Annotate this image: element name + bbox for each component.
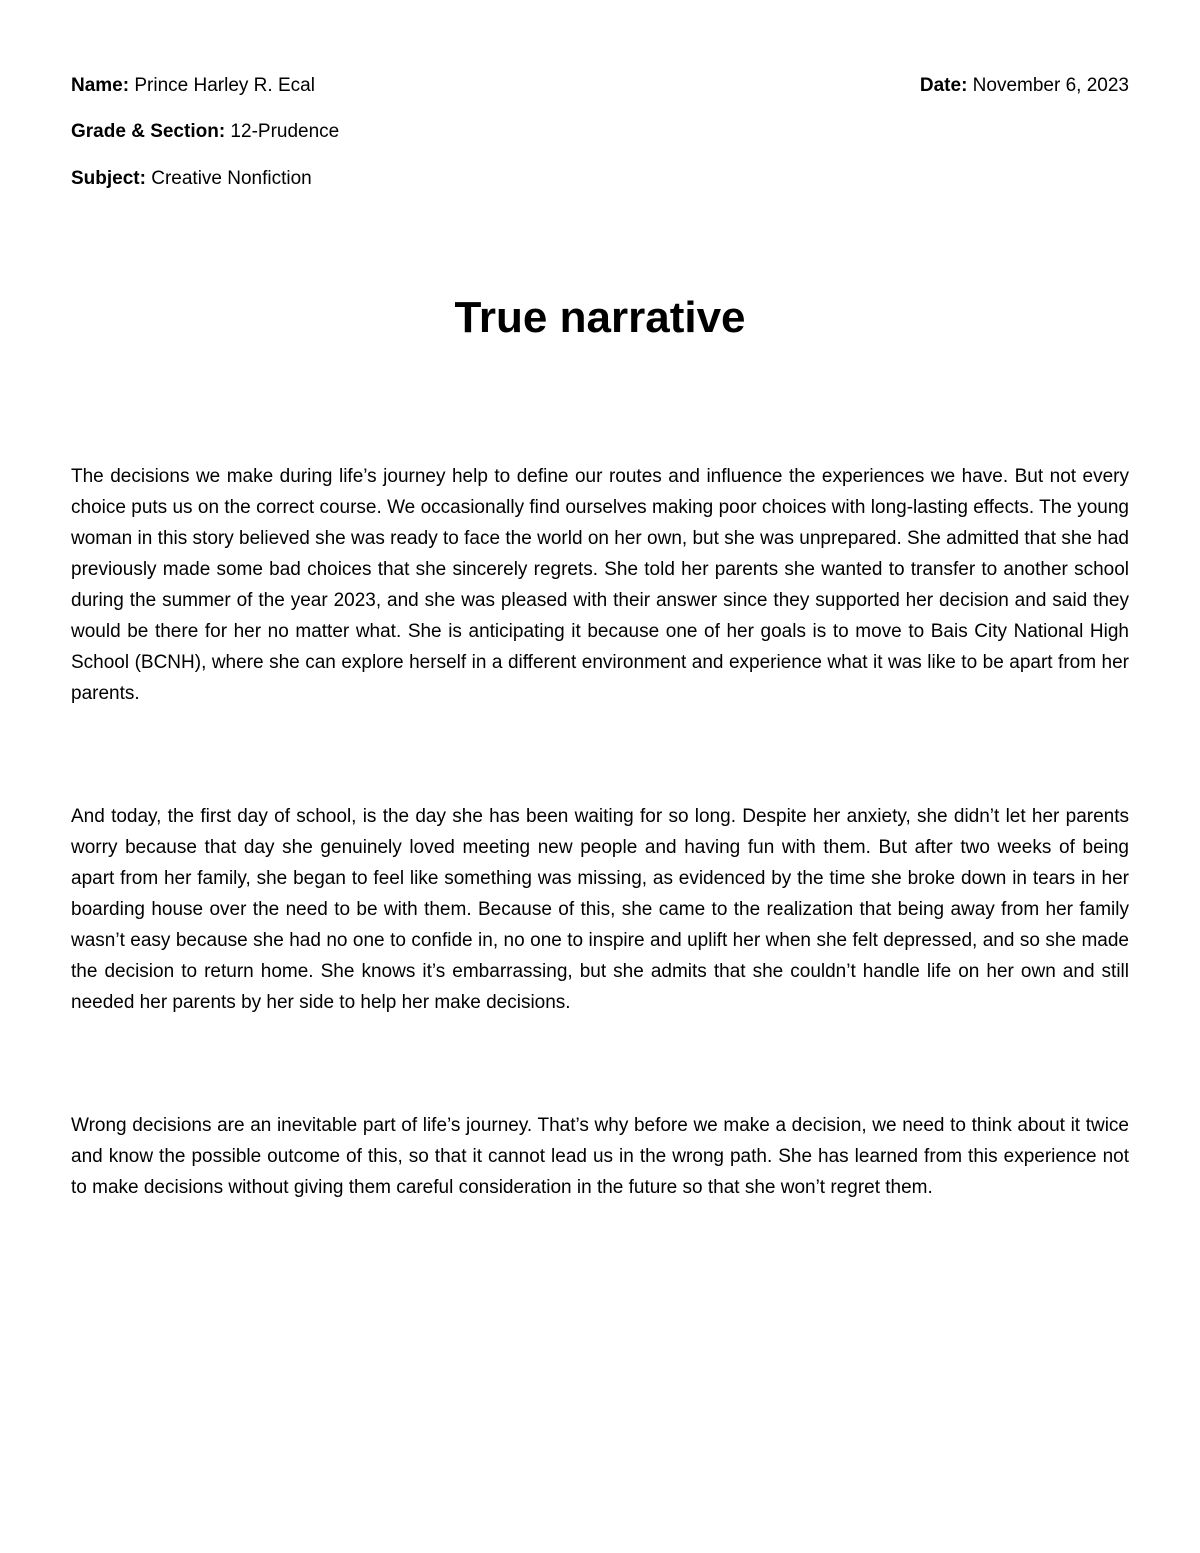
paragraph-3: Wrong decisions are an inevitable part of life’s journey. That’s why before we make a decision, we need to think about it twice and know the possible outcome of this, so that it cannot lead us in the wrong path. She has learned from this experience not to make decisions without giving them careful consideration in the future so that she won’t regret them. bbox=[71, 1115, 1129, 1198]
grade-section-value: 12-Prudence bbox=[225, 121, 340, 142]
subject-line bbox=[71, 167, 1129, 191]
name-line bbox=[71, 74, 1129, 98]
grade-section-label: Grade & Section: bbox=[71, 121, 226, 142]
date-line bbox=[920, 74, 1129, 98]
date-label: Date: bbox=[919, 75, 968, 96]
paragraph-1: The decisions we make during life’s journey help to define our routes and influence the experiences we have. But not every choice puts us on the correct course. We occasionally find ourselves making poor choices with long-lasting effects. The young woman in this story believed she was ready to face the world on her own, but she was unprepared. She admitted that she had previously made some bad choices that she sincerely regrets. She told her parents she wanted to transfer to another school during the summer of the year 2023, and she was pleased with their answer since they supported her decision and said they would be there for her no matter what. She is anticipating it because one of her goals is to move to Bais City National High School (BCNH), where she can explore herself in a different environment and experience what it was like to be apart from her parents. bbox=[71, 466, 1129, 704]
document-title: True narrative bbox=[454, 293, 746, 342]
subject-label: Subject: bbox=[71, 168, 146, 189]
name-value: Prince Harley R. Ecal bbox=[129, 75, 315, 96]
paragraph-2: And today, the first day of school, is the day she has been waiting for so long. Despite her anxiety, she didn’t let her parents worry because that day she genuinely loved meeting new people and having fun with them. But after two weeks of being apart from her family, she began to feel like something was missing, as evidenced by the time she broke down in tears in her boarding house over the need to be with them. Because of this, she came to the realization that being away from her family wasn’t easy because she had no one to confide in, no one to inspire and uplift her when she felt depressed, and so she made the decision to return home. She knows it’s embarrassing, but she admits that she couldn’t handle life on her own and still needed her parents by her side to help her make decisions. bbox=[71, 806, 1129, 1013]
subject-value: Creative Nonfiction bbox=[145, 168, 312, 189]
grade-section-line bbox=[71, 120, 1129, 144]
date-value: November 6, 2023 bbox=[967, 75, 1129, 96]
document-page bbox=[71, 0, 1129, 1553]
name-label: Name: bbox=[71, 75, 130, 96]
